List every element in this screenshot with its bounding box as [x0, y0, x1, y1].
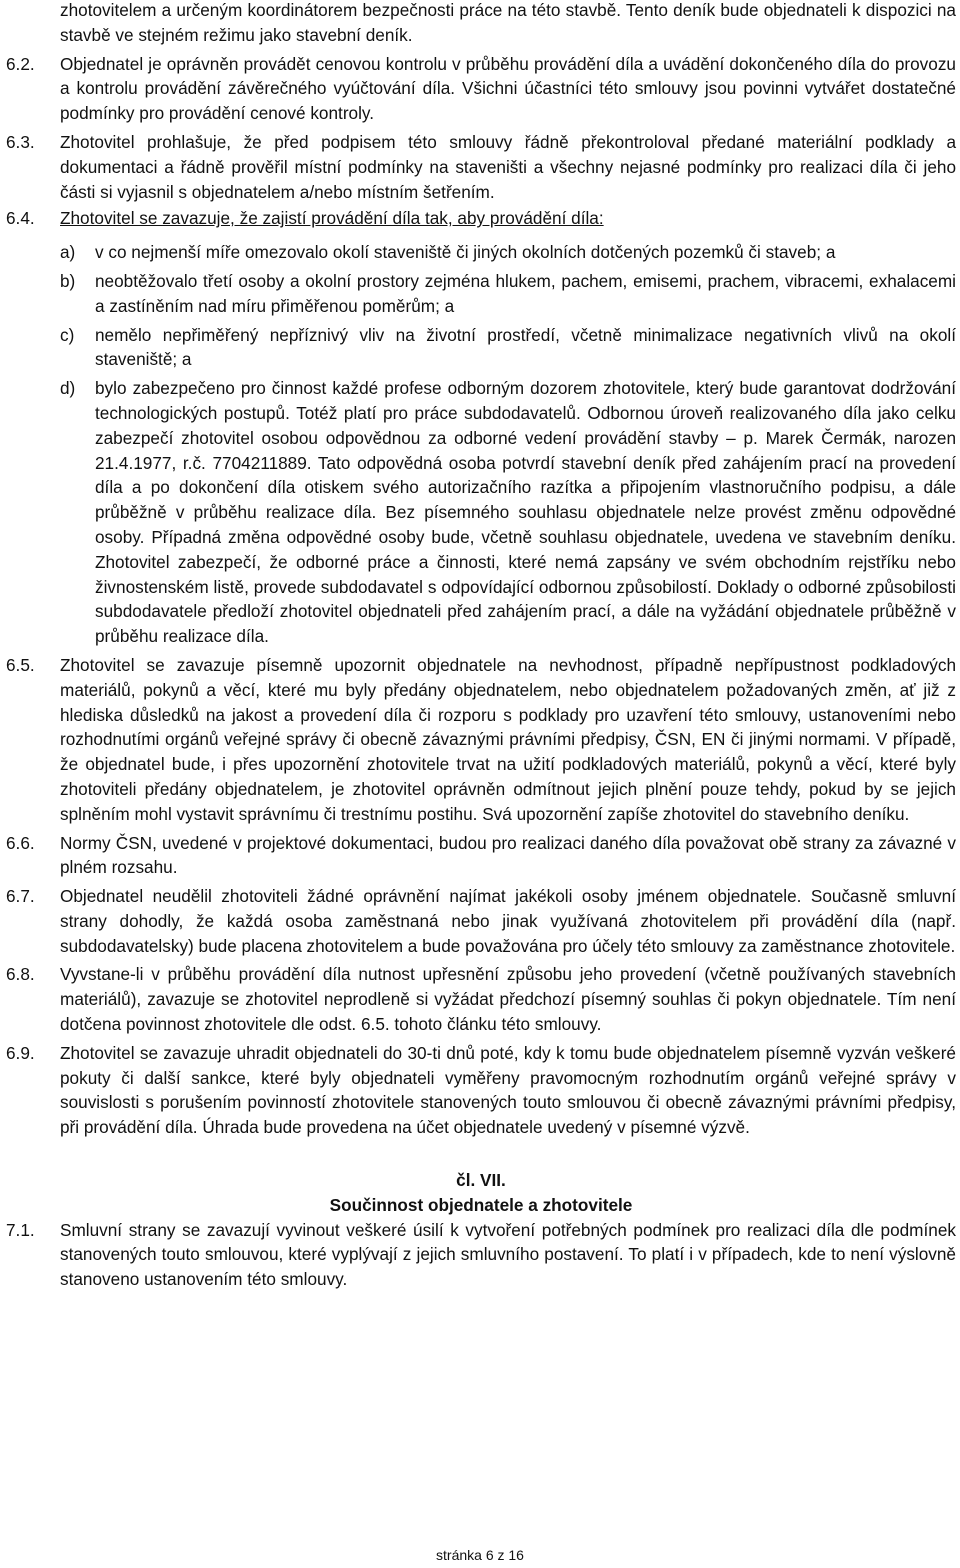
- section-text: Vyvstane-li v průběhu provádění díla nutnost upřesnění způsobu jeho provedení (včetně používaných stavebních materiálů), zavazuje se zhotovitel neprodleně si vyžádat předchozí písemný souhlas či pokyn objednatele. Tím není dotčena povinnost zhotovitele dle odst. 6.5. tohoto článku této smlouvy.: [60, 964, 956, 1035]
- section-6-3: [6, 130, 956, 204]
- section-number: 6.6.: [6, 832, 35, 853]
- intro-paragraph: [6, 0, 956, 48]
- list-item-d: [60, 376, 956, 649]
- section-text: Zhotovitel se zavazuje, že zajistí provádění díla tak, aby provádění díla:: [60, 208, 604, 229]
- section-6-4: [6, 206, 956, 649]
- intro-text: zhotovitelem a určeným koordinátorem bezpečnosti práce na této stavbě. Tento deník bude objednateli k dispozici na stavbě ve stejném režimu jako stavební deník.: [60, 0, 956, 45]
- section-number: 6.7.: [6, 886, 35, 907]
- list-letter: a): [60, 242, 76, 263]
- section-text: Smluvní strany se zavazují vyvinout veškeré úsilí k vytvoření potřebných podmínek pro realizaci díla dle podmínek stanovených touto smlouvou, které vyplývají z jejich smluvního postavení. To platí i v případech, kde to není výslovně stanoveno ustanovením této smlouvy.: [60, 1219, 956, 1290]
- list-letter: b): [60, 270, 76, 291]
- list-letter: d): [60, 378, 76, 399]
- section-6-6: [6, 831, 956, 881]
- section-number: 6.8.: [6, 964, 35, 985]
- section-number: 6.9.: [6, 1042, 35, 1063]
- section-text: Objednatel je oprávněn provádět cenovou kontrolu v průběhu provádění díla a uvádění dokončeného díla do provozu a kontrolu provádění závěrečného vyúčtování díla. Všichni účastníci této smlouvy jsou povinni vytvářet dostatečné podmínky pro provádění cenové kontroly.: [60, 53, 956, 124]
- list-item-b: [60, 269, 956, 319]
- list-item-c: [60, 323, 956, 373]
- section-6-5: [6, 653, 956, 827]
- chapter-heading: [6, 1168, 956, 1218]
- document-page: [6, 0, 956, 1290]
- section-text: Objednatel neudělil zhotoviteli žádné oprávnění najímat jakékoli osoby jménem objednatele. Současně smluvní strany dohodly, že každá osoba zaměstnaná nebo jinak využívaná zhotovitelem při provádění díla (např. subdodavatelsky) bude placena zhotovitelem a bude považována pro účely této smlouvy za zaměstnance zhotovitele.: [60, 886, 956, 956]
- section-number: 6.5.: [6, 654, 35, 675]
- list-text: nemělo nepřiměřený nepříznivý vliv na životní prostředí, včetně minimalizace negativních vlivů na okolí staveniště; a: [95, 324, 956, 370]
- list-text: neobtěžovalo třetí osoby a okolní prostory zejména hlukem, pachem, emisemi, prachem, vibracemi, exhalacemi a zastíněním nad míru přiměřenou poměrům; a: [95, 270, 956, 316]
- section-7-1: [6, 1218, 956, 1292]
- section-6-9: [6, 1041, 956, 1140]
- section-text: Normy ČSN, uvedené v projektové dokumentaci, budou pro realizaci daného díla považovat obě strany za závazné v plném rozsahu.: [60, 832, 956, 878]
- section-6-2: [6, 52, 956, 126]
- page-footer: stránka 6 z 16: [436, 1547, 524, 1563]
- section-number: 6.2.: [6, 53, 35, 74]
- section-number: 6.4.: [6, 208, 35, 229]
- chapter-title: Součinnost objednatele a zhotovitele: [329, 1194, 633, 1215]
- section-6-7: [6, 884, 956, 958]
- list-letter: c): [60, 324, 75, 345]
- section-text: Zhotovitel se zavazuje písemně upozornit objednatele na nevhodnost, případně nepřípustnost podkladových materiálů, pokynů a věcí, které mu byly předány objednatelem, nebo objednatelem požadovaných změn, ať již z hlediska důsledků na jakost a provedení díla či rozporu s podklady pro uzavření této smlouvy, ustanoveními nebo rozhodnutími orgánů veřejné správy či obecně závaznými právními předpisy, ČSN, EN či jinými normami. V případě, že objednatel bude, i přes upozornění zhotovitele trvat na užití podkladových materiálů, pokynů a věcí, které byly zhotoviteli předány objednatelem, je zhotovitel oprávněn odmítnout jejich plnění pouze tehdy, pokud by se jejich splněním mohl vystavit správnímu či trestnímu postihu. Svá upozornění zapíše zhotovitel do stavebního deníku.: [60, 654, 956, 824]
- section-6-8: [6, 962, 956, 1036]
- section-text: Zhotovitel prohlašuje, že před podpisem této smlouvy řádně překontroloval předané materiální podklady a dokumentaci a řádně prověřil místní podmínky na staveništi a všechny nejasné podmínky pro realizaci díla či jeho části si vyjasnil s objednatelem a/nebo místním šetřením.: [60, 131, 956, 202]
- section-number: 7.1.: [6, 1219, 35, 1240]
- list-item-a: [60, 240, 956, 265]
- list-text: v co nejmenší míře omezovalo okolí staveniště či jiných okolních dotčených pozemků či staveb; a: [95, 242, 836, 263]
- section-number: 6.3.: [6, 131, 35, 152]
- section-text: Zhotovitel se zavazuje uhradit objednateli do 30-ti dnů poté, kdy k tomu bude objednatelem písemně vyzván veškeré pokuty či další sankce, které byly objednateli vyměřeny pravomocným rozhodnutím orgánů veřejné správy v souvislosti s porušením povinností zhotovitele stanovených touto smlouvou či obecně závaznými právními předpisy, při provádění díla. Úhrada bude provedena na účet objednatele uvedený v písemné výzvě.: [60, 1042, 956, 1138]
- chapter-number: čl. VII.: [456, 1170, 506, 1191]
- list-text: bylo zabezpečeno pro činnost každé profese odborným dozorem zhotovitele, který bude garantovat dodržování technologických postupů. Totéž platí pro práce subdodavatelů. Odbornou úroveň realizovaného díla jako celku zabezpečí zhotovitel osobou odpovědnou za odborné vedení provádění stavby – p. Marek Čermák, narozen 21.4.1977, r.č. 7704211889. Tato odpovědná osoba potvrdí stavební deník před zahájením prací na provedení díla a po dokončení díla otiskem svého autorizačního razítka a připojením vlastnoručního podpisu, a dále průběžně v průběhu realizace díla. Bez písemného souhlasu objednatele nelze provést změnu odpovědné osoby. Případná změna odpovědné osoby bude, včetně souhlasu objednatele, uvedena ve stavebním deníku. Zhotovitel zabezpečí, že odborné práce a činnosti, které nemá zapsány ve svém obchodním rejstříku nebo živnostenském listě, provede subdodavatel s odpovídající odbornou způsobilostí. Doklady o odborné způsobilosti subdodavatele předloží zhotovitel objednateli před zahájením prací, a dále na vyžádání objednatele průběžně v průběhu realizace díla.: [95, 378, 956, 647]
